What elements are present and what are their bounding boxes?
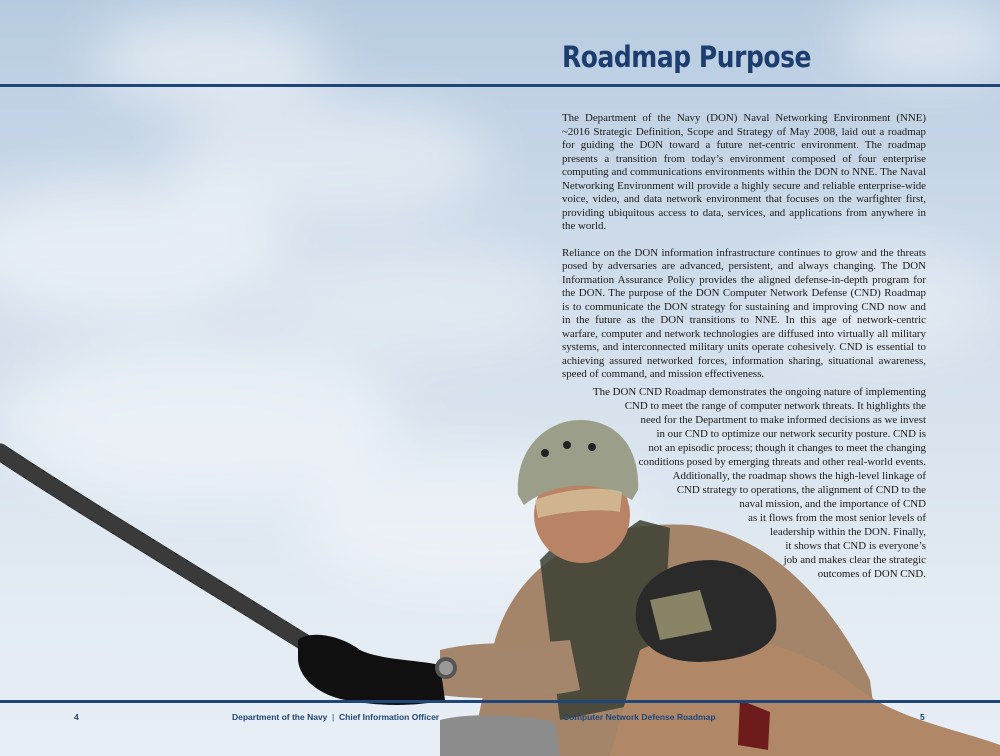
glove-left <box>298 635 445 705</box>
paragraph-3-line: conditions posed by emerging threats and other real-world events. <box>638 456 926 468</box>
footer-left-title: Department of the Navy <box>232 712 328 722</box>
paragraph-3-line: not an episodic process; though it changes to meet the changing <box>648 442 926 454</box>
paragraph-3-line: The DON CND Roadmap demonstrates the ongoing nature of implementing <box>592 386 926 398</box>
body-text-column <box>562 112 926 395</box>
paragraph-3-line: CND to meet the range of computer network threats. It highlights the <box>624 400 926 412</box>
footer-right-title: Computer Network Defense Roadmap <box>563 712 716 722</box>
footer-left-subtitle: Chief Information Officer <box>339 712 440 722</box>
page-title: Roadmap Purpose <box>562 40 812 74</box>
paragraph-3-line: in our CND to optimize our network security posture. CND is <box>656 428 926 440</box>
glove-right <box>440 715 560 756</box>
paragraph-3-line: CND strategy to operations, the alignment of CND to the <box>676 484 926 496</box>
paragraph-3-line: Additionally, the roadmap shows the high-level linkage of <box>672 470 926 482</box>
paragraph-3-line: it shows that CND is everyone’s <box>785 540 926 552</box>
paragraph-3-line: need for the Department to make informed decisions as we invest <box>640 414 926 426</box>
paragraph-3-wrapped <box>0 386 926 586</box>
right-page-number: 5 <box>920 712 925 722</box>
paragraph-3-line: leadership within the DON. Finally, <box>770 526 926 538</box>
paragraph-3-line: as it flows from the most senior levels of <box>748 512 926 524</box>
paragraph-3-line: naval mission, and the importance of CND <box>739 498 926 510</box>
bottom-divider <box>0 700 1000 703</box>
left-page-number: 4 <box>74 712 79 722</box>
soldier-arm <box>440 640 580 698</box>
paragraph-2: Reliance on the DON information infrastructure continues to grow and the threats posed by adversaries are advanced, persistent, and always changing. The DON Information Assurance Policy provides the aligned defense-in-depth program for the DON. The purpose of the DON Computer Network Defense (CND) Roadmap is to communicate the DON strategy for sustaining and improving CND now and in the future as the DON transitions to NNE. In this age of network-centric warfare, computer and network technologies are diffused into virtually all military systems, and interconnected military units operate cohesively. CND is essential to achieving assured networked forces, information sharing, situational awareness, speed of command, and mission effectiveness. <box>562 246 926 380</box>
paragraph-1: The Department of the Navy (DON) Naval Networking Environment (NNE) ~2016 Strategic Definition, Scope and Strategy of May 2008, laid out a roadmap for guiding the DON toward a future net-centric environment. The roadmap presents a transition from today’s environment composed of four enterprise computing and communications environments within the DON to NNE. The Naval Networking Environment will provide a highly secure and reliable enterprise-wide voice, video, and data network environment that focuses on the warfighter first, providing ubiquitous access to data, services, and applications from anywhere in the world. <box>562 112 926 232</box>
top-divider <box>0 84 1000 87</box>
footer-separator: | <box>332 712 335 722</box>
paragraph-3-line: outcomes of DON CND. <box>817 568 926 580</box>
paragraph-3-line: job and makes clear the strategic <box>783 554 926 566</box>
